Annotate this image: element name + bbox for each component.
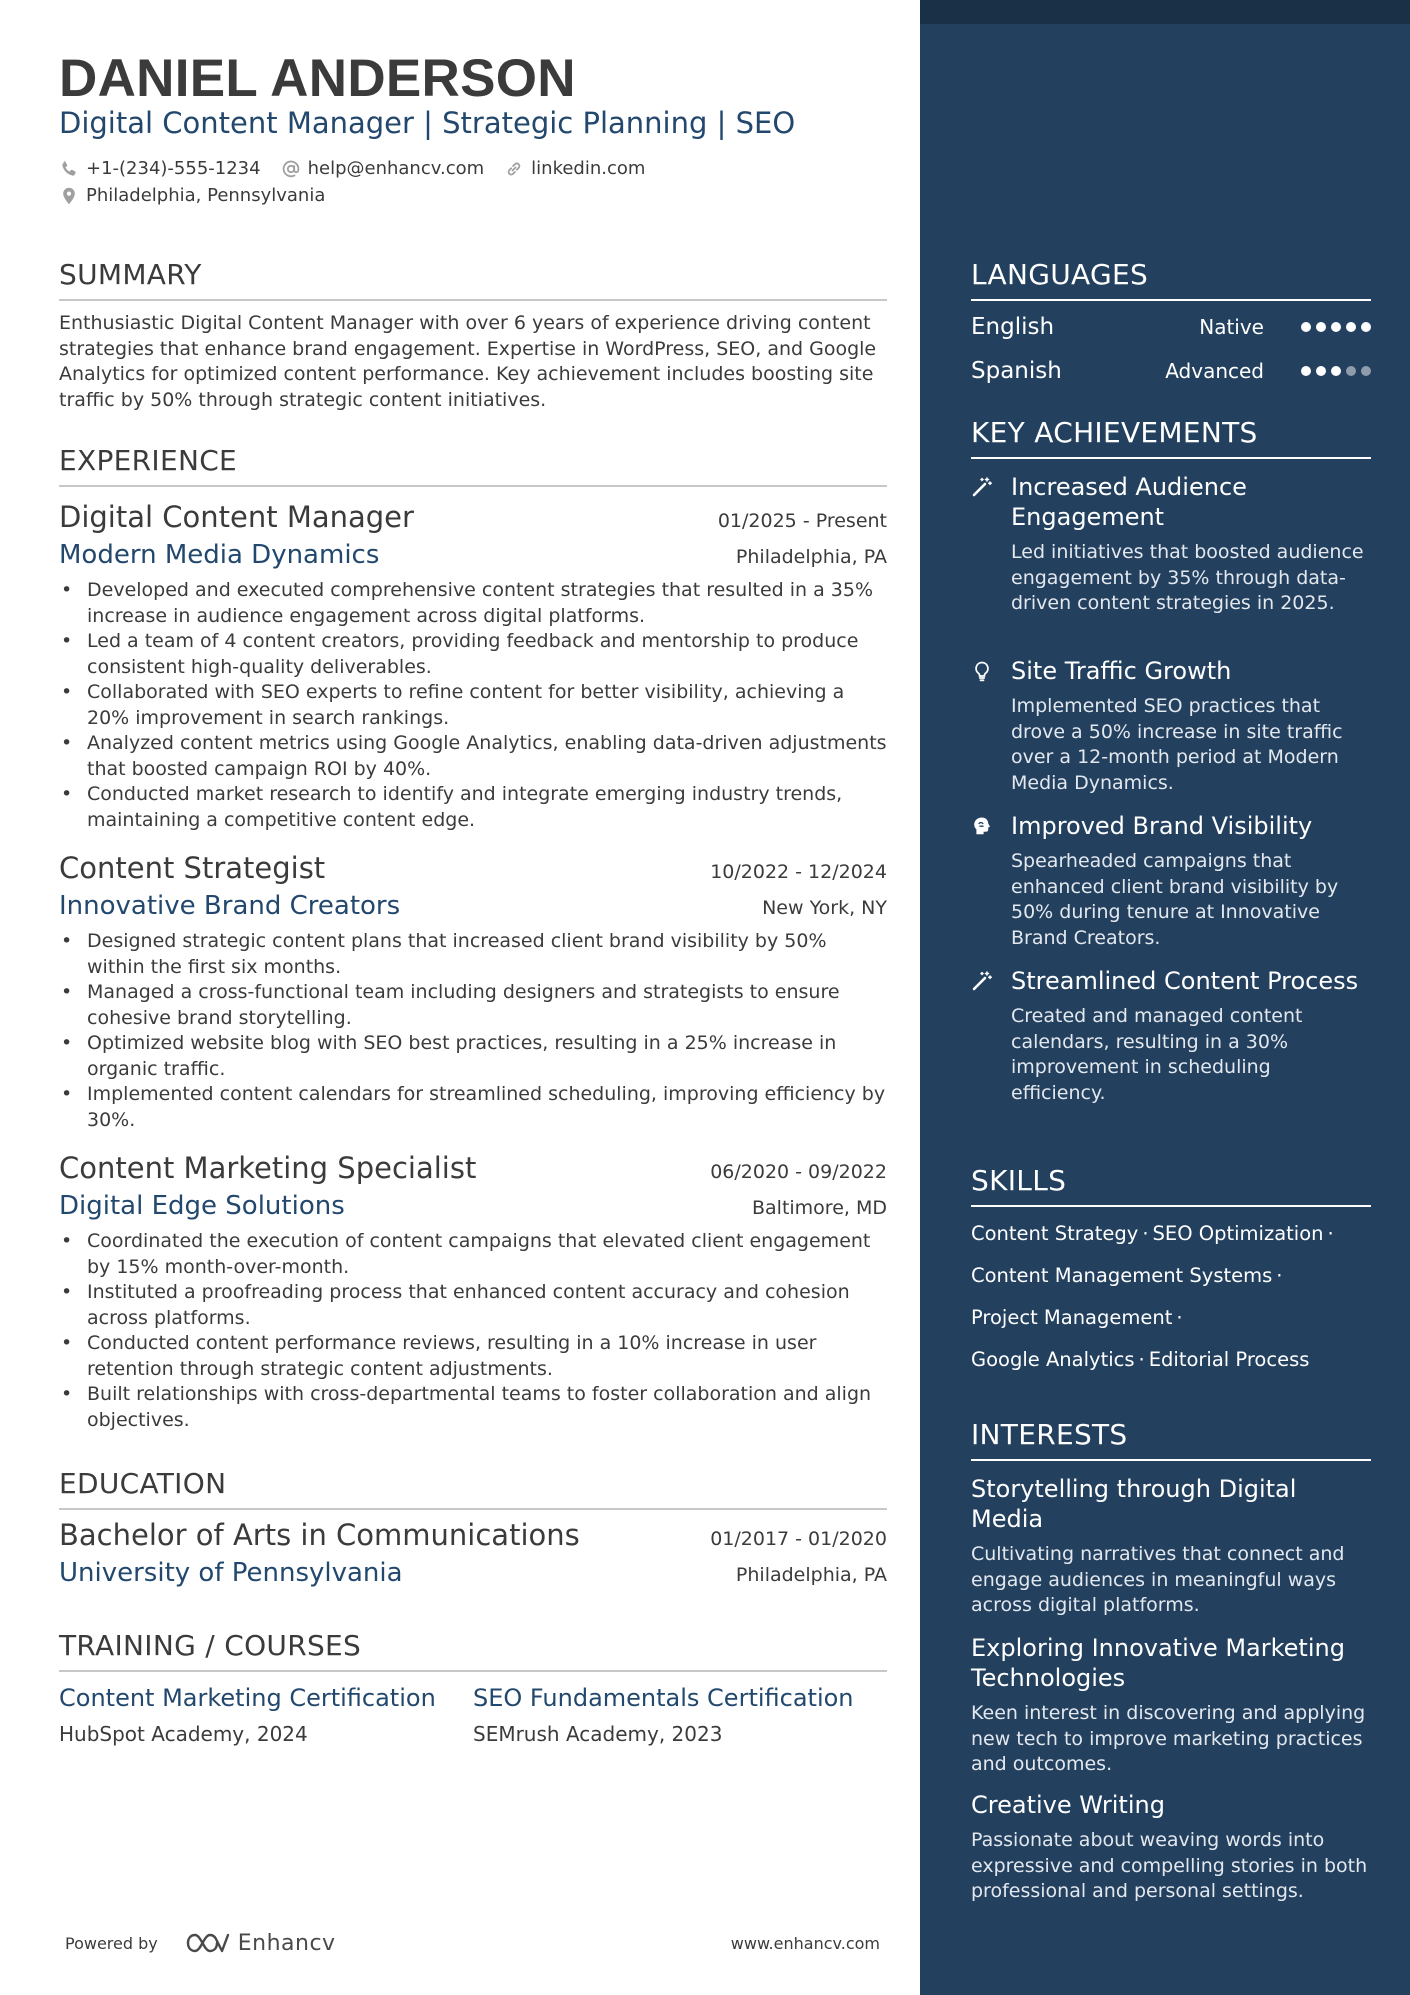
job-bullets — [59, 1229, 887, 1433]
magic-wand-icon — [971, 970, 993, 992]
achievement-desc: Created and managed content calendars, resulting in a 30% improvement in scheduling efficiency. — [1011, 1005, 1303, 1104]
course-provider: HubSpot Academy, 2024 — [59, 1722, 308, 1746]
course-title: Content Marketing Certification — [59, 1684, 436, 1712]
linkedin-contact[interactable] — [504, 158, 645, 179]
skills-section — [971, 1164, 1371, 1371]
interests-section — [971, 1418, 1371, 1902]
proficiency-dot — [1331, 366, 1341, 376]
skills-line — [971, 1348, 1309, 1371]
section-divider — [971, 457, 1371, 459]
degree-title: Bachelor of Arts in Communications — [59, 1518, 580, 1552]
job-location: New York, NY — [762, 897, 887, 919]
proficiency-dot — [1316, 366, 1326, 376]
experience-item — [59, 851, 887, 1133]
candidate-name: DANIEL ANDERSON — [59, 49, 576, 108]
interest-item — [971, 1633, 1371, 1778]
proficiency-dot — [1316, 322, 1326, 332]
proficiency-dots — [1296, 322, 1371, 332]
course-provider: SEMrush Academy, 2023 — [473, 1722, 723, 1746]
course-title: SEO Fundamentals Certification — [473, 1684, 854, 1712]
at-sign-icon — [281, 159, 301, 179]
job-bullets — [59, 578, 887, 833]
job-dates: 06/2020 - 09/2022 — [710, 1161, 887, 1183]
phone-icon — [59, 159, 79, 179]
training-heading: TRAINING / COURSES — [59, 1629, 362, 1662]
training-section — [59, 1629, 887, 1746]
skill-tag: Project Management — [971, 1306, 1173, 1329]
proficiency-dot — [1361, 322, 1371, 332]
skill-separator: · — [1276, 1264, 1283, 1287]
interest-title: Storytelling through Digital Media — [971, 1475, 1297, 1533]
achievement-desc: Spearheaded campaigns that enhanced client brand visibility by 50% during tenure at Innovative Brand Creators. — [1011, 850, 1339, 949]
achievement-desc: Led initiatives that boosted audience engagement by 35% through data-driven content strategies in 2025. — [1011, 541, 1364, 614]
skills-line — [971, 1222, 1338, 1245]
candidate-headline: Digital Content Manager | Strategic Planning | SEO — [59, 106, 796, 140]
section-divider — [59, 1508, 887, 1510]
email-contact[interactable] — [281, 158, 485, 179]
job-bullet: • Analyzed content metrics using Google Analytics, enabling data-driven adjustments that boosted campaign ROI by 40%. — [59, 731, 887, 782]
course-item — [59, 1684, 473, 1746]
skill-separator: · — [1176, 1306, 1183, 1329]
language-name: English — [971, 314, 1055, 340]
language-name: Spanish — [971, 358, 1062, 384]
language-level: Advanced — [1165, 359, 1264, 383]
skill-separator: · — [1327, 1222, 1334, 1245]
company-name: Modern Media Dynamics — [59, 540, 380, 570]
proficiency-dot — [1301, 366, 1311, 376]
enhancv-logo-icon — [184, 1930, 232, 1956]
job-bullet: • Led a team of 4 content creators, providing feedback and mentorship to produce consistent high-quality deliverables. — [59, 629, 887, 680]
brand-name: Enhancv — [237, 1930, 336, 1956]
language-item — [971, 358, 1371, 384]
link-icon — [504, 159, 524, 179]
achievement-item — [971, 966, 1371, 1106]
skill-tag: SEO Optimization — [1152, 1222, 1324, 1245]
interest-desc: Cultivating narratives that connect and engage audiences in meaningful ways across digital platforms. — [971, 1543, 1345, 1616]
skill-tag: Content Management Systems — [971, 1264, 1273, 1287]
job-bullet: • Coordinated the execution of content campaigns that elevated client engagement by 15% month-over-month. — [59, 1229, 887, 1280]
location-row — [59, 185, 345, 206]
proficiency-dot — [1331, 322, 1341, 332]
linkedin-text: linkedin.com — [531, 158, 646, 179]
proficiency-dots — [1296, 366, 1371, 376]
powered-by-label: Powered by — [65, 1933, 158, 1953]
education-heading: EDUCATION — [59, 1467, 227, 1500]
summary-text: Enthusiastic Digital Content Manager with over 6 years of experience driving content strategies that enhance brand engagement. Expertise in WordPress, SEO, and Google Analytics for optimized content performance. Key achievement includes boosting site traffic by 50% through strategic content initiatives. — [59, 312, 877, 411]
skills-heading: SKILLS — [971, 1164, 1067, 1197]
skill-tag: Editorial Process — [1148, 1348, 1310, 1371]
skills-line — [971, 1264, 1286, 1287]
brain-icon — [971, 815, 993, 837]
languages-section — [971, 258, 1371, 384]
sidebar — [920, 0, 1410, 1995]
job-dates: 10/2022 - 12/2024 — [710, 861, 887, 883]
job-bullet: • Implemented content calendars for streamlined scheduling, improving efficiency by 30%. — [59, 1082, 887, 1133]
email-text: help@enhancv.com — [307, 158, 485, 179]
job-bullet: • Conducted content performance reviews, resulting in a 10% increase in user retention through strategic content adjustments. — [59, 1331, 887, 1382]
achievement-title: Streamlined Content Process — [1011, 967, 1359, 995]
company-name: Innovative Brand Creators — [59, 891, 401, 921]
job-bullet: • Optimized website blog with SEO best practices, resulting in a 25% increase in organic traffic. — [59, 1031, 887, 1082]
achievement-title: Improved Brand Visibility — [1011, 812, 1313, 840]
achievement-item — [971, 656, 1371, 796]
school-name: University of Pennsylvania — [59, 1558, 403, 1588]
skills-line — [971, 1306, 1187, 1329]
job-location: Philadelphia, PA — [735, 546, 887, 568]
job-location: Baltimore, MD — [751, 1197, 887, 1219]
company-name: Digital Edge Solutions — [59, 1191, 345, 1221]
magic-wand-icon — [971, 476, 993, 498]
section-divider — [59, 485, 887, 487]
experience-item — [59, 1151, 887, 1433]
proficiency-dot — [1301, 322, 1311, 332]
location-contact — [59, 185, 325, 206]
interest-desc: Keen interest in discovering and applying new tech to improve marketing practices and outcomes. — [971, 1702, 1366, 1775]
achievements-heading: KEY ACHIEVEMENTS — [971, 416, 1258, 449]
job-bullets — [59, 929, 887, 1133]
section-divider — [59, 1670, 887, 1672]
map-pin-icon — [59, 186, 79, 206]
summary-section — [59, 258, 887, 413]
achievement-item — [971, 811, 1371, 951]
experience-item — [59, 500, 887, 833]
experience-heading: EXPERIENCE — [59, 444, 238, 477]
section-divider — [59, 299, 887, 301]
achievements-section — [971, 416, 1371, 1104]
language-level: Native — [1199, 315, 1264, 339]
proficiency-dot — [1346, 366, 1356, 376]
proficiency-dot — [1361, 366, 1371, 376]
skill-separator: · — [1142, 1222, 1149, 1245]
education-section — [59, 1467, 887, 1588]
education-dates: 01/2017 - 01/2020 — [710, 1528, 887, 1550]
lightbulb-icon — [971, 660, 993, 682]
job-title: Digital Content Manager — [59, 500, 414, 534]
job-bullet: • Conducted market research to identify and integrate emerging industry trends, maintaining a competitive content edge. — [59, 782, 887, 833]
achievement-desc: Implemented SEO practices that drove a 50% increase in site traffic over a 12-month period at Modern Media Dynamics. — [1011, 695, 1343, 794]
interest-item — [971, 1474, 1371, 1619]
job-bullet: • Collaborated with SEO experts to refine content for better visibility, achieving a 20% improvement in search rankings. — [59, 680, 887, 731]
education-location: Philadelphia, PA — [735, 1564, 887, 1586]
experience-section — [59, 444, 887, 487]
skill-tag: Content Strategy — [971, 1222, 1139, 1245]
sidebar-top-bar — [920, 0, 1410, 24]
section-divider — [971, 1205, 1371, 1207]
achievement-item — [971, 472, 1371, 617]
languages-heading: LANGUAGES — [971, 258, 1149, 291]
footer — [65, 1930, 880, 1956]
interests-heading: INTERESTS — [971, 1418, 1128, 1451]
job-bullet: • Designed strategic content plans that increased client brand visibility by 50% within the first six months. — [59, 929, 887, 980]
section-divider — [971, 1459, 1371, 1461]
course-item — [473, 1684, 887, 1746]
job-dates: 01/2025 - Present — [717, 510, 887, 532]
interest-desc: Passionate about weaving words into expressive and compelling stories in both professional and personal settings. — [971, 1829, 1368, 1902]
section-divider — [971, 299, 1371, 301]
achievement-title: Site Traffic Growth — [1011, 657, 1232, 685]
job-bullet: • Instituted a proofreading process that enhanced content accuracy and cohesion across platforms. — [59, 1280, 887, 1331]
location-text: Philadelphia, Pennsylvania — [86, 185, 326, 206]
proficiency-dot — [1346, 322, 1356, 332]
interest-title: Exploring Innovative Marketing Technologies — [971, 1634, 1345, 1692]
skill-separator: · — [1138, 1348, 1145, 1371]
job-bullet: • Built relationships with cross-departmental teams to foster collaboration and align objectives. — [59, 1382, 887, 1433]
enhancv-logo[interactable] — [184, 1930, 336, 1956]
job-bullet: • Managed a cross-functional team including designers and strategists to ensure cohesive brand storytelling. — [59, 980, 887, 1031]
interest-item — [971, 1790, 1371, 1905]
language-item — [971, 314, 1371, 340]
contact-row — [59, 158, 665, 179]
achievement-title: Increased Audience Engagement — [1011, 473, 1247, 531]
skill-tag: Google Analytics — [971, 1348, 1135, 1371]
footer-url[interactable]: www.enhancv.com — [730, 1933, 880, 1953]
phone-contact[interactable] — [59, 158, 261, 179]
powered-by — [65, 1930, 336, 1956]
job-bullet: • Developed and executed comprehensive content strategies that resulted in a 35% increase in audience engagement across digital platforms. — [59, 578, 887, 629]
interest-title: Creative Writing — [971, 1791, 1165, 1819]
job-title: Content Strategist — [59, 851, 326, 885]
summary-heading: SUMMARY — [59, 258, 202, 291]
phone-text: +1-(234)-555-1234 — [86, 158, 261, 179]
job-title: Content Marketing Specialist — [59, 1151, 477, 1185]
